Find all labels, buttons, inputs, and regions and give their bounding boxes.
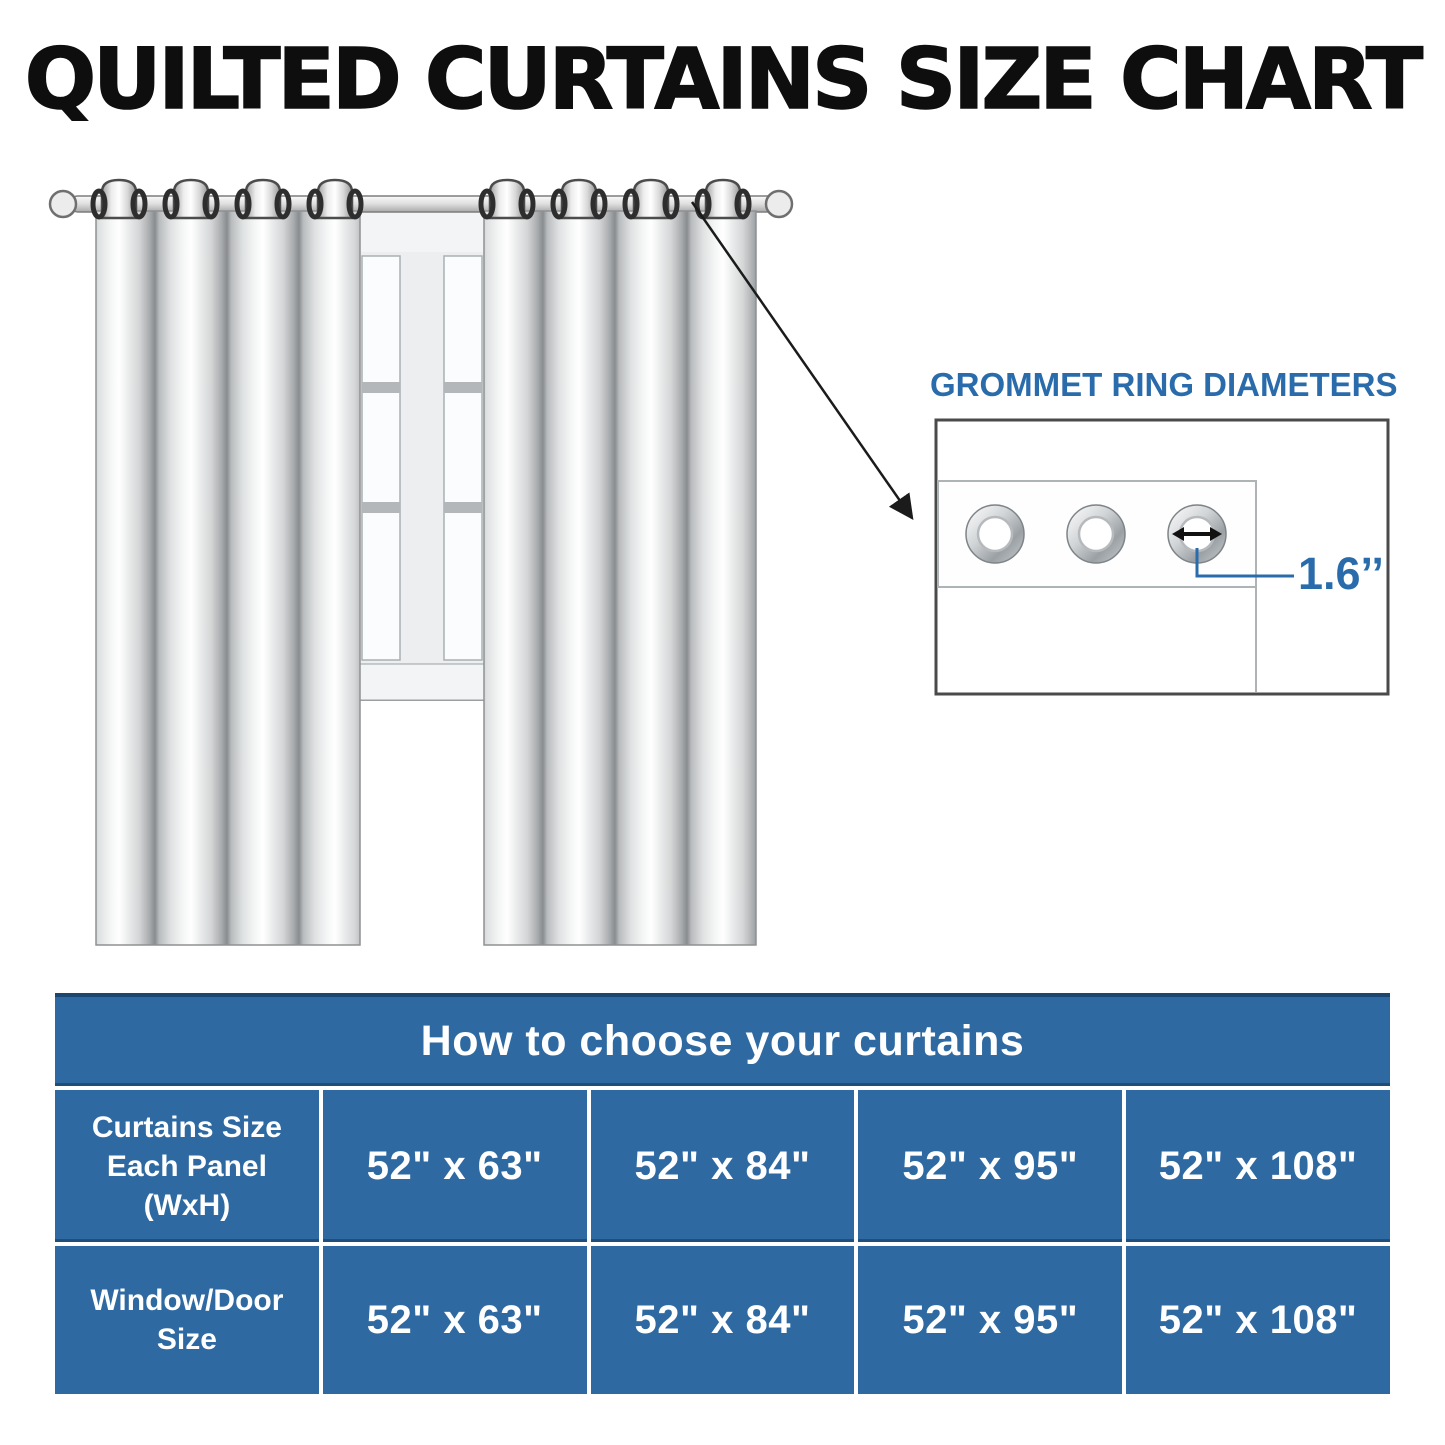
window-size-value: 52" x 63" [323,1246,587,1394]
window [354,208,490,700]
panel-size-value: 52" x 95" [858,1090,1122,1242]
grommet-ring [966,505,1024,563]
grommet-callout-title: GROMMET RING DIAMETERS [930,366,1398,403]
left-finial [50,191,76,217]
window-pane [362,256,400,660]
window-size-value: 52" x 95" [858,1246,1122,1394]
panel-size-value: 52" x 63" [323,1090,587,1242]
window-size-value: 52" x 108" [1126,1246,1390,1394]
row-label-panel-size: Curtains Size Each Panel (WxH) [55,1090,319,1242]
window-size-value: 52" x 84" [591,1246,855,1394]
grommet-diameter-value: 1.6’’ [1298,548,1384,599]
left-curtain-panel [96,211,360,945]
right-curtain-panel [484,211,756,945]
page-title: QUILTED CURTAINS SIZE CHART [24,30,1421,128]
panel-size-value: 52" x 108" [1126,1090,1390,1242]
panel-size-value: 52" x 84" [591,1090,855,1242]
size-table [55,993,1390,1394]
row-label-window-size: Window/Door Size [55,1246,319,1394]
table-title: How to choose your curtains [55,997,1390,1086]
window-pane [444,256,482,660]
right-finial [766,191,792,217]
grommet-ring [1067,505,1125,563]
